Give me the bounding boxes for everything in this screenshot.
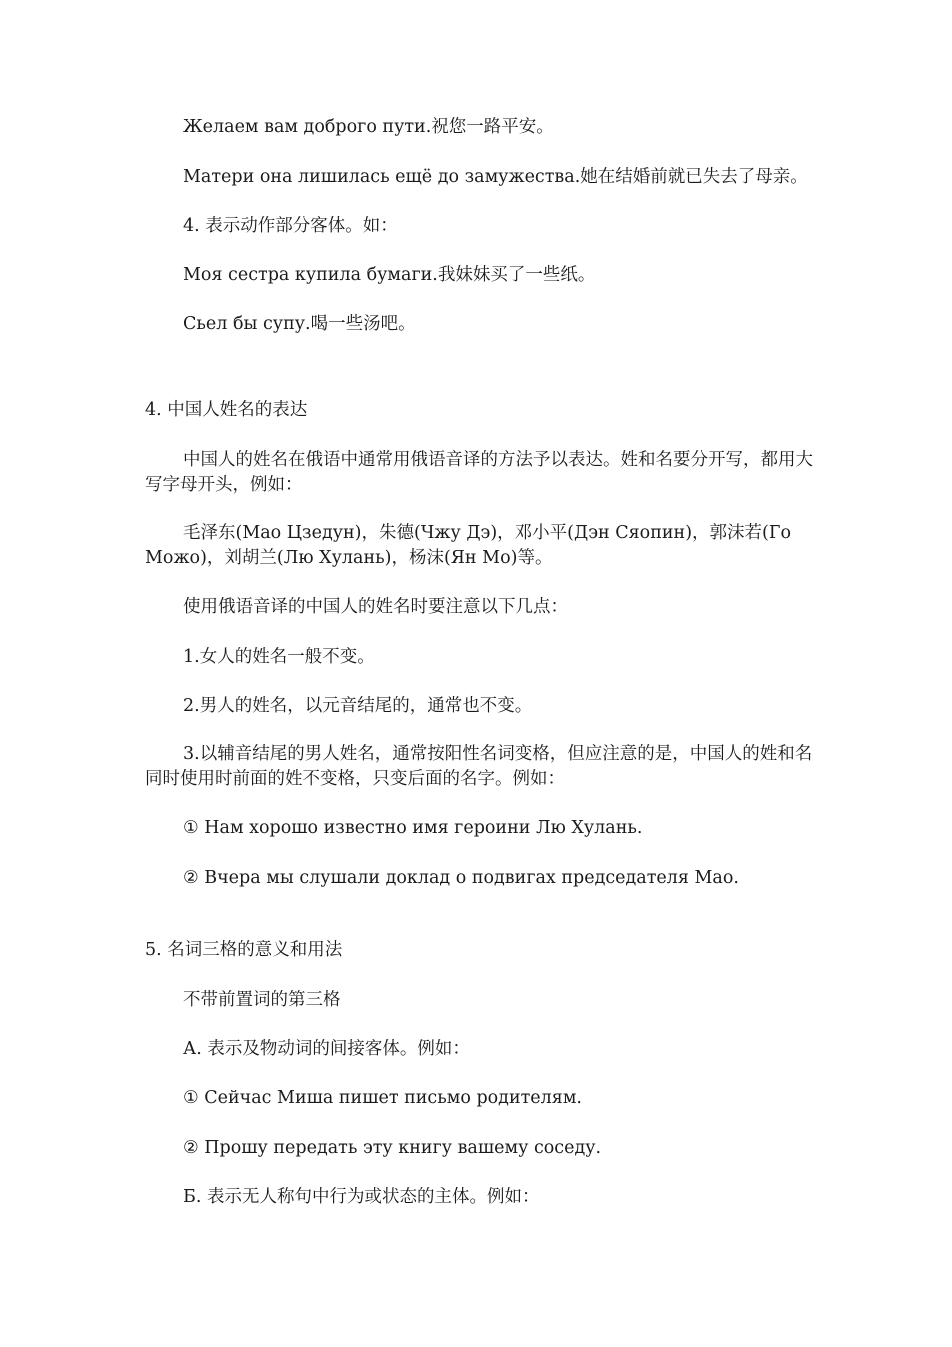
list-item: А. 表示及物动词的间接客体。例如： [183,1039,470,1059]
subheading: 不带前置词的第三格 [183,990,341,1010]
list-item: 1.女人的姓名一般不变。 [183,647,375,667]
sentence-line: Сьел бы супу.喝一些汤吧。 [183,314,416,334]
section-heading: 5. 名词三格的意义和用法 [145,940,343,960]
paragraph: 毛泽东(Мао Цзедун)，朱德(Чжу Дэ)，邓小平(Дэн Сяопин)，郭沫若(Го Можо)，刘胡兰(Лю Хулань)，杨沫(Ян Мо)等。 [145,523,791,568]
example-sentence: ② Вчера мы слушали доклад о подвигах председателя Мао. [183,868,739,888]
paragraph: 中国人的姓名在俄语中通常用俄语音译的方法予以表达。姓和名要分开写，都用大写字母开头，例如： [145,450,813,495]
sentence-line: Матери она лишилась ещё до замужества.她在结婚前就已失去了母亲。 [183,167,808,187]
list-item: 2.男人的姓名，以元音结尾的，通常也不变。 [183,696,533,716]
list-item-heading: 4. 表示动作部分客体。如： [183,216,398,236]
sentence-line: Моя сестра купила бумаги.我妹妹买了一些纸。 [183,265,596,285]
example-sentence: ① Сейчас Миша пишет письмо родителям. [183,1088,582,1108]
list-item: 3.以辅音结尾的男人姓名，通常按阳性名词变格，但应注意的是，中国人的姓和名同时使用时前面的姓不变格，只变后面的名字。例如： [145,744,813,789]
example-sentence: ① Нам хорошо известно имя героини Лю Хулань. [183,818,643,838]
list-item: Б. 表示无人称句中行为或状态的主体。例如： [183,1187,540,1207]
section-heading: 4. 中国人姓名的表达 [145,400,308,420]
paragraph: 使用俄语音译的中国人的姓名时要注意以下几点： [183,597,568,617]
example-sentence: ② Прошу передать эту книгу вашему соседу. [183,1138,602,1158]
sentence-line: Желаем вам доброго пути.祝您一路平安。 [183,117,554,137]
